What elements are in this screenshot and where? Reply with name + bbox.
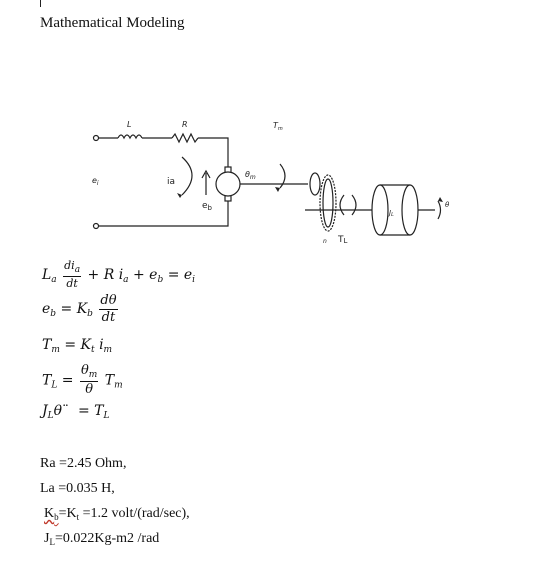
label-R: R [182, 120, 188, 129]
document-title: Mathematical Modeling [40, 15, 185, 31]
label-L: L [127, 120, 132, 129]
motor-diagram [80, 115, 460, 250]
theta-arc [438, 201, 441, 219]
label-eb: $e_b$ [202, 201, 212, 212]
label-ei: $e_i$ [92, 176, 99, 187]
param-jl: $J_L=0.022Kg-m2$ /rad [44, 531, 160, 547]
wire-top-right [198, 138, 228, 167]
label-ia: ia [167, 177, 176, 187]
equation-5: $J_L\theta¨ = T_L$ [42, 403, 110, 421]
param-la: La =0.035 H, [40, 481, 115, 496]
equation-4: $T_L$ = $\frac{\theta_m}{\theta}$ $T_m$ [42, 363, 123, 398]
tl-torque-arc [340, 195, 344, 215]
terminal-bottom [94, 224, 99, 229]
resistor-zigzag [172, 134, 198, 142]
gear-small [310, 173, 320, 195]
equation-1: $L_a$ $\frac{di_a}{dt}$ + R $i_a + e_b = e_i$ [42, 259, 196, 291]
text-cursor [40, 0, 41, 7]
current-arc [182, 157, 192, 195]
equation-3: $T_m = K_t$ $i_m$ [42, 337, 113, 355]
label-Tm: $T_m$ [273, 121, 283, 132]
param-kb-kt: $K_b=K_t =1.2$ volt/(rad/sec), [44, 506, 190, 522]
label-theta-m: $\theta_m$ [245, 170, 256, 181]
label-TL: TL [338, 235, 348, 245]
label-theta: θ [445, 201, 450, 209]
label-n: n [323, 238, 327, 245]
inductor-coil [118, 135, 142, 138]
motor-armature [216, 172, 240, 196]
terminal-top [94, 136, 99, 141]
param-ra: Ra =2.45 Ohm, [40, 456, 127, 471]
equation-2: $e_b = K_b$ $\frac{d\theta}{dt}$ [42, 293, 117, 325]
label-JL: JL [389, 209, 394, 218]
